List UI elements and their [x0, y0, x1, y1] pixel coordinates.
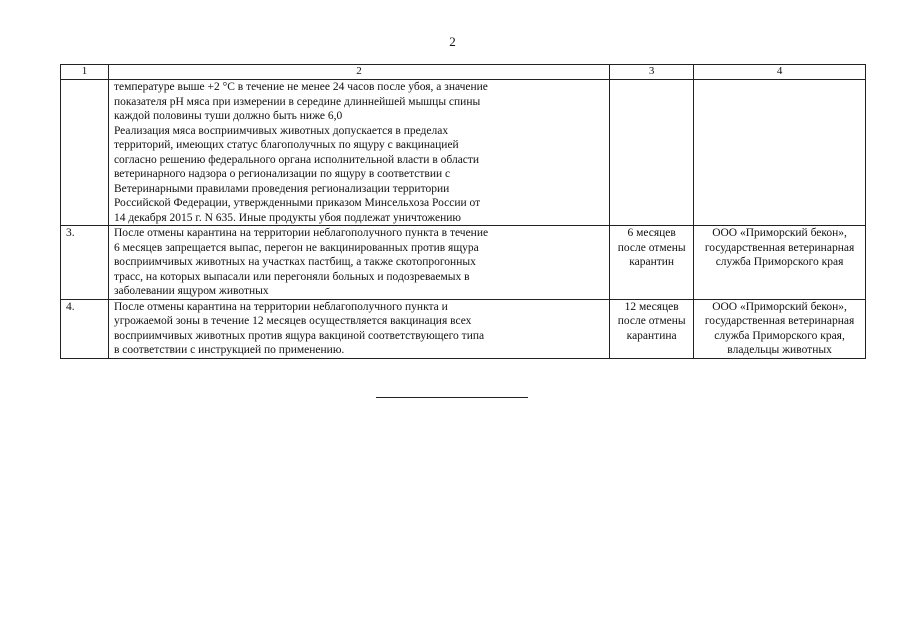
responsible-line: ООО «Приморский бекон»,: [712, 227, 847, 239]
measure-text-line: трасс, на которых выпасали или перегоняли больных и подозреваемых в: [113, 270, 470, 283]
term-line: после отмены: [617, 241, 686, 254]
measure-text-line: в соответствии с инструкцией по применению.: [113, 344, 345, 356]
measure-text-line: территорий, имеющих статус благополучных по ящуру с вакцинацией: [113, 139, 459, 151]
term-cell: [610, 299, 694, 358]
measure-text-line: температуре выше +2 °С в течение не менее 24 часов после убоя, а значение: [113, 81, 488, 93]
page-number: 2: [449, 34, 456, 49]
row-number: [61, 80, 109, 226]
responsible-cell: [694, 299, 866, 358]
measure-text-line: согласно решению федерального органа исполнительной власти в области: [113, 153, 480, 166]
column-header-1: 1: [61, 65, 109, 80]
responsible-line: государственная ветеринарная: [704, 241, 855, 254]
measure-text-line: После отмены карантина на территории неблагополучного пункта в течение: [113, 227, 489, 239]
table-header-row: [61, 65, 866, 80]
column-header-2: 2: [108, 65, 609, 80]
measure-text-line: ветеринарного надзора о регионализации по ящуру в соответствии с: [113, 168, 451, 180]
responsible-cell: [694, 226, 866, 300]
term-cell: [610, 226, 694, 300]
term-line: карантин: [629, 256, 675, 268]
responsible-line: служба Приморского края: [715, 256, 844, 268]
measure-text: [108, 299, 609, 358]
measure-text-line: каждой половины туши должно быть ниже 6,0: [113, 110, 343, 122]
row-number: 3.: [61, 226, 109, 300]
responsible-line: владельцы животных: [727, 344, 832, 356]
row-number: 4.: [61, 299, 109, 358]
measures-table: [60, 64, 866, 359]
measure-text-line: 14 декабря 2015 г. N 635. Иные продукты убоя подлежат уничтожению: [113, 211, 461, 224]
column-header-3: 3: [610, 65, 694, 80]
measure-text-line: Реализация мяса восприимчивых животных допускается в пределах: [113, 124, 449, 137]
measure-text-line: восприимчивых животных на участках пастбищ, а также скотопрогонных: [113, 256, 476, 268]
measure-text-line: Российской Федерации, утвержденными приказом Минсельхоза России от: [113, 197, 481, 209]
column-header-4: 4: [694, 65, 866, 80]
term-line: 12 месяцев: [624, 300, 679, 313]
measure-text-line: 6 месяцев запрещается выпас, перегон не вакцинированных против ящура: [113, 241, 479, 254]
measure-text-line: После отмены карантина на территории неблагополучного пункта и: [113, 300, 448, 313]
term-line: карантина: [626, 329, 677, 342]
responsible-line: государственная ветеринарная: [704, 315, 855, 327]
measure-text-line: угрожаемой зоны в течение 12 месяцев осуществляется вакцинация всех: [113, 315, 472, 327]
measure-text-line: заболевании ящуром животных: [113, 285, 269, 297]
table-row: [61, 299, 866, 358]
measure-text-line: восприимчивых животных против ящура вакциной соответствующего типа: [113, 329, 485, 342]
measure-text-line: Ветеринарными правилами проведения регионализации территории: [113, 182, 450, 195]
term-line: 6 месяцев: [627, 227, 676, 239]
measure-text: [108, 226, 609, 300]
term-cell: [610, 80, 694, 226]
term-line: после отмены: [617, 315, 686, 327]
measure-text: [108, 80, 609, 226]
responsible-line: служба Приморского края,: [714, 329, 845, 342]
table-body: [61, 65, 866, 359]
table-row: [61, 80, 866, 226]
table-row: [61, 226, 866, 300]
measure-text-line: показателя pH мяса при измерении в середине длиннейшей мышцы спины: [113, 95, 481, 108]
responsible-cell: [694, 80, 866, 226]
end-of-document-rule: [376, 397, 528, 398]
responsible-line: ООО «Приморский бекон»,: [712, 300, 847, 313]
